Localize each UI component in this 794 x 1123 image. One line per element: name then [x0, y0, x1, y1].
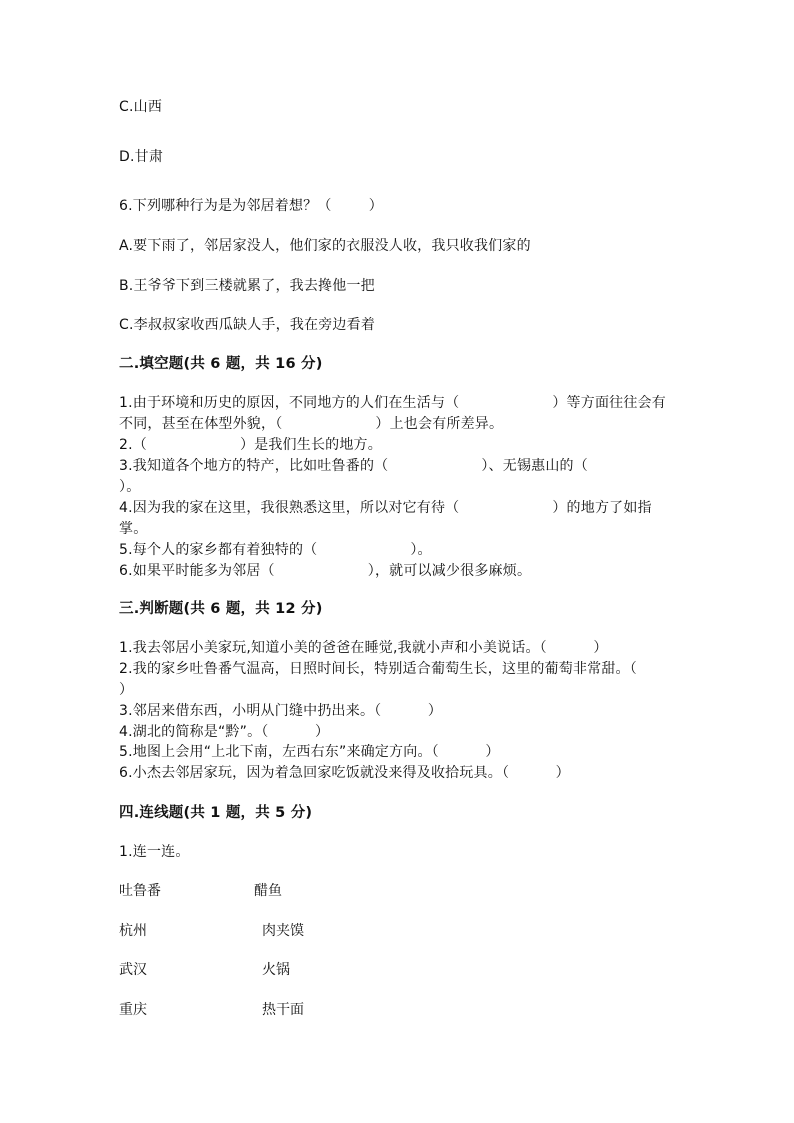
fill-item-2: 2.（ ）是我们生长的地方。 [119, 437, 382, 453]
match-right-item: 肉夹馍 [262, 923, 304, 939]
option-a: A.要下雨了，邻居家没人，他们家的衣服没人收，我只收我们家的 [119, 238, 531, 254]
judge-item-2: 2.我的家乡吐鲁番气温高，日照时间长，特别适合葡萄生长，这里的葡萄非常甜。（ ） [119, 661, 684, 698]
fill-item-6: 6.如果平时能多为邻居（ ），就可以减少很多麻烦。 [119, 563, 532, 579]
judge-item-5: 5.地图上会用“上北下南，左西右东”来确定方向。（ ） [119, 744, 500, 760]
fill-item-5: 5.每个人的家乡都有着独特的（ ）。 [119, 542, 432, 558]
option-d: D.甘肃 [119, 149, 164, 165]
match-right-item: 醋鱼 [254, 883, 282, 899]
fill-item-4: 4.因为我的家在这里，我很熟悉这里，所以对它有待（ ）的地方了如指掌。 [119, 500, 652, 537]
option-b: B.王爷爷下到三楼就累了，我去搀他一把 [119, 278, 375, 294]
option-c: C.李叔叔家收西瓜缺人手，我在旁边看着 [119, 317, 376, 333]
match-right-item: 热干面 [262, 1002, 304, 1018]
judge-item-6: 6.小杰去邻居家玩，因为着急回家吃饭就没来得及收拾玩具。（ ） [119, 765, 570, 781]
match-left-item: 重庆 [119, 1002, 147, 1018]
matching-prompt: 1.连一连。 [119, 844, 190, 860]
option-c: C.山西 [119, 99, 163, 115]
question-stem: 6.下列哪种行为是为邻居着想？（ ） [119, 198, 383, 214]
fill-item-3: 3.我知道各个地方的特产，比如吐鲁番的（ ）、无锡惠山的（ ）。 [119, 458, 681, 495]
match-left-item: 武汉 [119, 962, 147, 978]
judge-item-1: 1.我去邻居小美家玩,知道小美的爸爸在睡觉,我就小声和小美说话。（ ） [119, 640, 608, 656]
match-right-item: 火锅 [262, 962, 290, 978]
section-heading: 四.连线题(共 1 题，共 5 分) [119, 805, 313, 821]
section-heading: 二.填空题(共 6 题，共 16 分) [119, 356, 323, 372]
fill-item-1: 1.由于环境和历史的原因，不同地方的人们在生活与（ ）等方面往往会有不同，甚至在体型外貌，（ ）上也会有所差异。 [119, 395, 666, 432]
match-left-item: 杭州 [119, 923, 147, 939]
judge-item-3: 3.邻居来借东西，小明从门缝中扔出来。（ ） [119, 703, 443, 719]
section-heading: 三.判断题(共 6 题，共 12 分) [119, 601, 323, 617]
judge-item-4: 4.湖北的简称是“黔”。（ ） [119, 724, 330, 740]
match-left-item: 吐鲁番 [119, 883, 161, 899]
